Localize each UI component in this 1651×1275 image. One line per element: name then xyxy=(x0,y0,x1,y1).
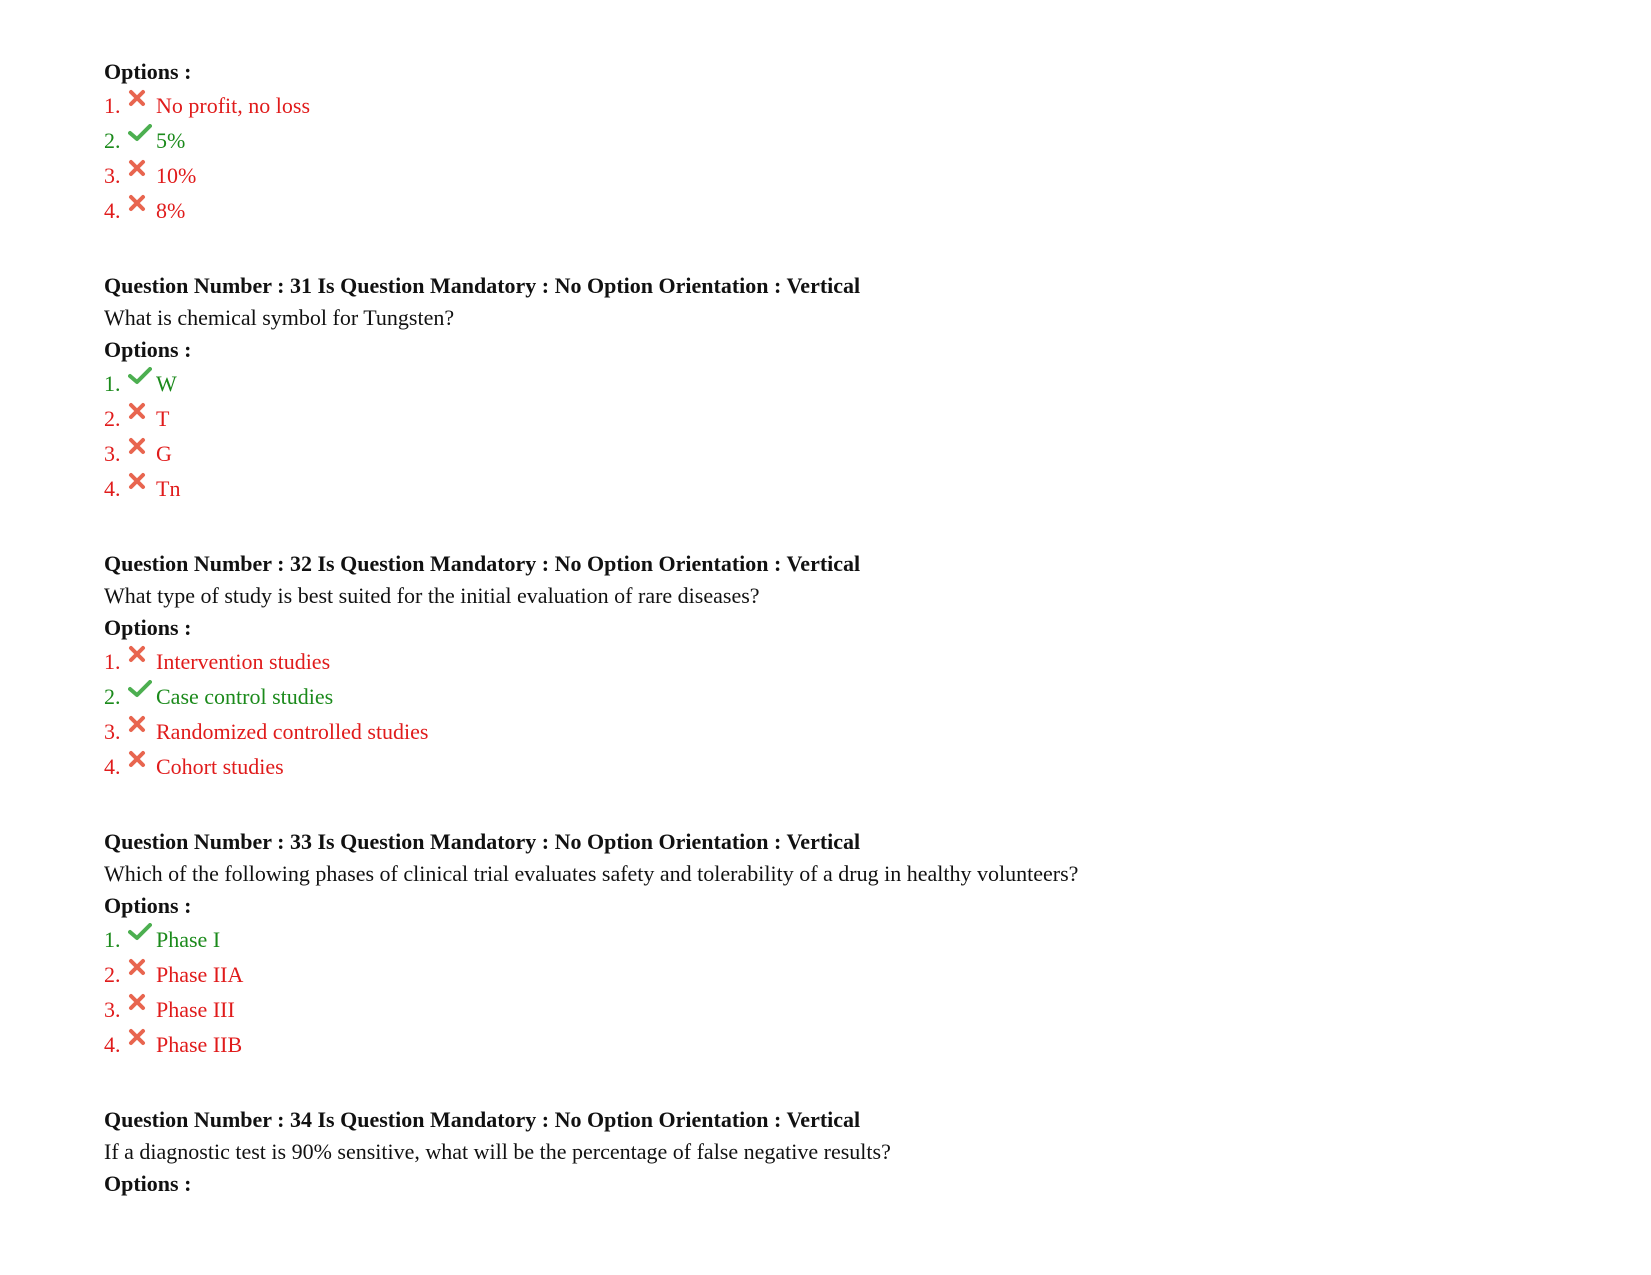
option-text: W xyxy=(156,371,177,396)
option-text: Phase IIB xyxy=(156,1032,243,1057)
question-32 xyxy=(104,548,1604,784)
option-number: 2. xyxy=(104,684,121,709)
option-item xyxy=(104,436,1604,471)
question-header: Question Number : 32 Is Question Mandatory : No Option Orientation : Vertical xyxy=(104,551,861,576)
option-item xyxy=(104,957,1604,992)
option-item xyxy=(104,714,1604,749)
option-text: Phase III xyxy=(156,997,235,1022)
option-text: No profit, no loss xyxy=(156,93,310,118)
option-item xyxy=(104,992,1604,1027)
check-icon xyxy=(128,366,156,390)
cross-icon xyxy=(128,644,156,668)
option-text: Cohort studies xyxy=(156,754,284,779)
option-item xyxy=(104,749,1604,784)
option-number: 2. xyxy=(104,128,121,153)
question-text: Which of the following phases of clinical trial evaluates safety and tolerability of a drug in healthy volunteers? xyxy=(104,861,1079,886)
question-text: What type of study is best suited for the initial evaluation of rare diseases? xyxy=(104,583,760,608)
options-label: Options : xyxy=(104,1171,192,1196)
cross-icon xyxy=(128,158,156,182)
option-item xyxy=(104,644,1604,679)
option-text: 10% xyxy=(156,163,197,188)
option-number: 3. xyxy=(104,163,121,188)
cross-icon xyxy=(128,471,156,495)
cross-icon xyxy=(128,714,156,738)
cross-icon xyxy=(128,992,156,1016)
options-label: Options : xyxy=(104,59,192,84)
question-header: Question Number : 34 Is Question Mandatory : No Option Orientation : Vertical xyxy=(104,1107,861,1132)
option-number: 1. xyxy=(104,649,121,674)
cross-icon xyxy=(128,401,156,425)
option-item xyxy=(104,401,1604,436)
question-text: What is chemical symbol for Tungsten? xyxy=(104,305,455,330)
option-item xyxy=(104,679,1604,714)
option-text: Phase I xyxy=(156,927,221,952)
option-text: Intervention studies xyxy=(156,649,331,674)
option-number: 3. xyxy=(104,997,121,1022)
option-item xyxy=(104,123,1604,158)
cross-icon xyxy=(128,88,156,112)
options-label: Options : xyxy=(104,337,192,362)
option-number: 2. xyxy=(104,406,121,431)
option-text: Case control studies xyxy=(156,684,334,709)
option-number: 1. xyxy=(104,371,121,396)
option-number: 1. xyxy=(104,93,121,118)
option-item xyxy=(104,366,1604,401)
check-icon xyxy=(128,679,156,703)
option-item xyxy=(104,88,1604,123)
option-text: Randomized controlled studies xyxy=(156,719,429,744)
option-item xyxy=(104,193,1604,228)
question-30-options xyxy=(104,56,1604,228)
question-header: Question Number : 33 Is Question Mandatory : No Option Orientation : Vertical xyxy=(104,829,861,854)
option-number: 4. xyxy=(104,198,121,223)
option-number: 3. xyxy=(104,719,121,744)
option-number: 4. xyxy=(104,754,121,779)
option-number: 4. xyxy=(104,476,121,501)
option-text: Tn xyxy=(156,476,181,501)
option-text: G xyxy=(156,441,172,466)
option-item xyxy=(104,922,1604,957)
cross-icon xyxy=(128,749,156,773)
question-header: Question Number : 31 Is Question Mandatory : No Option Orientation : Vertical xyxy=(104,273,861,298)
check-icon xyxy=(128,123,156,147)
option-text: 8% xyxy=(156,198,186,223)
question-33 xyxy=(104,826,1604,1062)
cross-icon xyxy=(128,436,156,460)
cross-icon xyxy=(128,193,156,217)
option-number: 2. xyxy=(104,962,121,987)
check-icon xyxy=(128,922,156,946)
cross-icon xyxy=(128,957,156,981)
question-31 xyxy=(104,270,1604,506)
cross-icon xyxy=(128,1027,156,1051)
option-item xyxy=(104,471,1604,506)
option-number: 4. xyxy=(104,1032,121,1057)
option-text: 5% xyxy=(156,128,186,153)
option-text: Phase IIA xyxy=(156,962,244,987)
option-item xyxy=(104,158,1604,193)
option-number: 3. xyxy=(104,441,121,466)
option-number: 1. xyxy=(104,927,121,952)
options-label: Options : xyxy=(104,893,192,918)
question-34 xyxy=(104,1104,1604,1200)
option-text: T xyxy=(156,406,170,431)
options-label: Options : xyxy=(104,615,192,640)
question-text: If a diagnostic test is 90% sensitive, what will be the percentage of false negative results? xyxy=(104,1139,891,1164)
option-item xyxy=(104,1027,1604,1062)
